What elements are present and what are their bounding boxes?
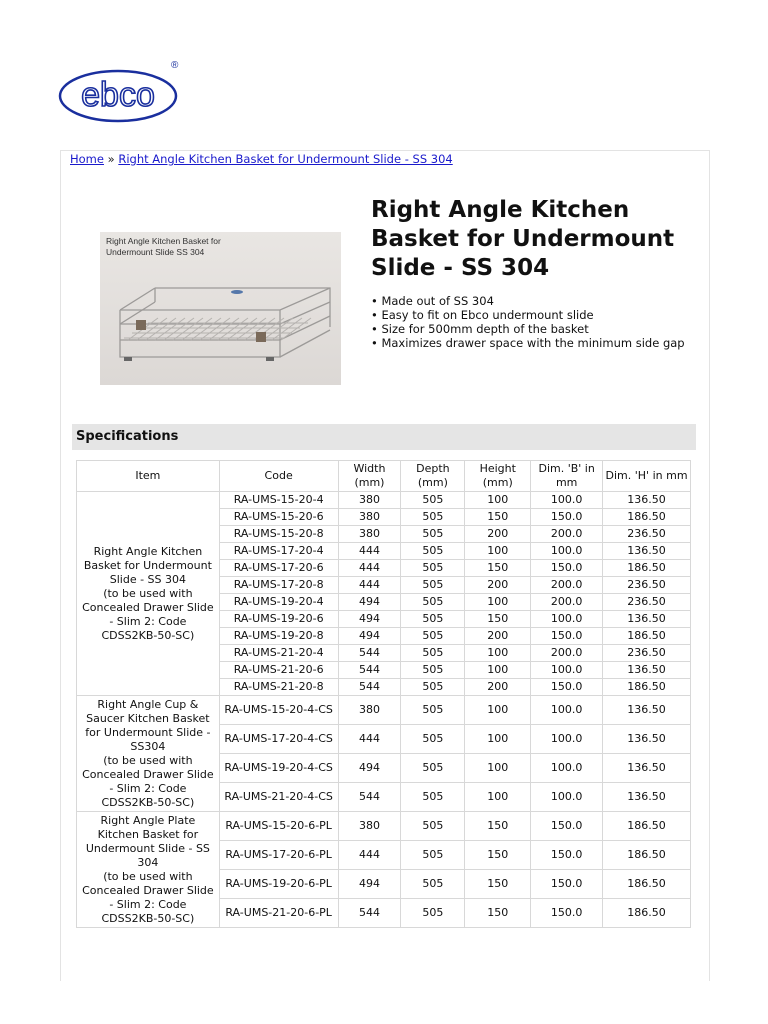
column-header: Item bbox=[77, 461, 220, 492]
item-description-cell: Right Angle Cup & Saucer Kitchen Basket for Undermount Slide - SS304 (to be used with Concealed Drawer Slide - Slim 2: Code CDSS2KB-50-SC) bbox=[77, 696, 220, 812]
table-cell: 444 bbox=[338, 841, 401, 870]
specifications-heading: Specifications bbox=[72, 424, 696, 450]
table-cell: RA-UMS-17-20-6 bbox=[219, 560, 338, 577]
table-cell: 100 bbox=[465, 594, 531, 611]
table-cell: 200.0 bbox=[531, 594, 603, 611]
table-cell: 505 bbox=[401, 526, 465, 543]
table-cell: 505 bbox=[401, 812, 465, 841]
breadcrumb bbox=[70, 152, 453, 166]
registered-mark: ® bbox=[171, 60, 179, 71]
table-cell: 136.50 bbox=[603, 543, 691, 560]
table-cell: 505 bbox=[401, 594, 465, 611]
table-cell: 505 bbox=[401, 679, 465, 696]
table-cell: 236.50 bbox=[603, 526, 691, 543]
feature-item: • Made out of SS 304 bbox=[371, 294, 685, 308]
table-cell: 136.50 bbox=[603, 696, 691, 725]
feature-item: • Maximizes drawer space with the minimum side gap bbox=[371, 336, 685, 350]
table-cell: 150 bbox=[465, 509, 531, 526]
table-cell: 505 bbox=[401, 754, 465, 783]
table-cell: 136.50 bbox=[603, 725, 691, 754]
table-cell: 150.0 bbox=[531, 841, 603, 870]
table-cell: 150.0 bbox=[531, 679, 603, 696]
table-cell: 136.50 bbox=[603, 783, 691, 812]
specifications-table bbox=[76, 460, 691, 928]
table-cell: RA-UMS-15-20-6 bbox=[219, 509, 338, 526]
table-cell: RA-UMS-19-20-4 bbox=[219, 594, 338, 611]
table-cell: RA-UMS-17-20-4 bbox=[219, 543, 338, 560]
table-cell: 150 bbox=[465, 899, 531, 928]
table-cell: 505 bbox=[401, 783, 465, 812]
item-description-cell: Right Angle Kitchen Basket for Undermount Slide - SS 304 (to be used with Concealed Drawer Slide - Slim 2: Code CDSS2KB-50-SC) bbox=[77, 492, 220, 696]
table-row bbox=[77, 812, 691, 841]
table-cell: 150.0 bbox=[531, 899, 603, 928]
table-cell: 136.50 bbox=[603, 611, 691, 628]
table-cell: 100 bbox=[465, 492, 531, 509]
breadcrumb-current-link[interactable]: Right Angle Kitchen Basket for Undermount Slide - SS 304 bbox=[118, 152, 453, 166]
table-cell: 150 bbox=[465, 812, 531, 841]
table-cell: 100.0 bbox=[531, 696, 603, 725]
table-header-row bbox=[77, 461, 691, 492]
table-cell: 505 bbox=[401, 560, 465, 577]
table-cell: 200 bbox=[465, 577, 531, 594]
table-cell: 444 bbox=[338, 543, 401, 560]
table-cell: RA-UMS-19-20-6-PL bbox=[219, 870, 338, 899]
table-cell: 380 bbox=[338, 696, 401, 725]
feature-item: • Size for 500mm depth of the basket bbox=[371, 322, 685, 336]
table-cell: 505 bbox=[401, 899, 465, 928]
table-cell: 150.0 bbox=[531, 509, 603, 526]
table-cell: 200 bbox=[465, 679, 531, 696]
table-cell: 100 bbox=[465, 725, 531, 754]
table-cell: 100.0 bbox=[531, 754, 603, 783]
table-cell: 100.0 bbox=[531, 783, 603, 812]
table-cell: 150.0 bbox=[531, 870, 603, 899]
table-cell: 505 bbox=[401, 543, 465, 560]
table-cell: 380 bbox=[338, 526, 401, 543]
table-cell: RA-UMS-17-20-6-PL bbox=[219, 841, 338, 870]
table-cell: 505 bbox=[401, 662, 465, 679]
column-header: Code bbox=[219, 461, 338, 492]
table-cell: RA-UMS-17-20-8 bbox=[219, 577, 338, 594]
table-row bbox=[77, 492, 691, 509]
table-cell: RA-UMS-15-20-6-PL bbox=[219, 812, 338, 841]
basket-illustration bbox=[100, 232, 341, 385]
table-cell: 200.0 bbox=[531, 645, 603, 662]
table-cell: 505 bbox=[401, 725, 465, 754]
table-cell: 544 bbox=[338, 679, 401, 696]
table-cell: 505 bbox=[401, 696, 465, 725]
table-cell: 150.0 bbox=[531, 812, 603, 841]
feature-item: • Easy to fit on Ebco undermount slide bbox=[371, 308, 685, 322]
table-cell: 150.0 bbox=[531, 628, 603, 645]
table-cell: 505 bbox=[401, 509, 465, 526]
table-cell: 505 bbox=[401, 577, 465, 594]
table-cell: 136.50 bbox=[603, 662, 691, 679]
table-cell: 444 bbox=[338, 577, 401, 594]
table-cell: 100.0 bbox=[531, 492, 603, 509]
table-cell: 380 bbox=[338, 492, 401, 509]
item-description-cell: Right Angle Plate Kitchen Basket for Undermount Slide - SS 304 (to be used with Concealed Drawer Slide - Slim 2: Code CDSS2KB-50-SC) bbox=[77, 812, 220, 928]
product-image-caption: Right Angle Kitchen Basket for Undermount Slide SS 304 bbox=[106, 236, 221, 257]
table-cell: 186.50 bbox=[603, 870, 691, 899]
table-cell: 505 bbox=[401, 841, 465, 870]
table-cell: 380 bbox=[338, 812, 401, 841]
table-cell: 150 bbox=[465, 560, 531, 577]
table-cell: RA-UMS-19-20-8 bbox=[219, 628, 338, 645]
table-cell: 100 bbox=[465, 754, 531, 783]
table-cell: 494 bbox=[338, 870, 401, 899]
product-title: Right Angle Kitchen Basket for Undermount Slide - SS 304 bbox=[371, 197, 675, 281]
table-cell: RA-UMS-15-20-4-CS bbox=[219, 696, 338, 725]
table-cell: 100 bbox=[465, 662, 531, 679]
table-cell: 186.50 bbox=[603, 841, 691, 870]
table-cell: 544 bbox=[338, 645, 401, 662]
table-row bbox=[77, 696, 691, 725]
table-cell: 150.0 bbox=[531, 560, 603, 577]
table-cell: 136.50 bbox=[603, 754, 691, 783]
ebco-logo[interactable] bbox=[58, 56, 183, 126]
product-image bbox=[100, 232, 341, 385]
column-header: Height (mm) bbox=[465, 461, 531, 492]
table-cell: RA-UMS-19-20-4-CS bbox=[219, 754, 338, 783]
table-cell: 200.0 bbox=[531, 577, 603, 594]
table-cell: RA-UMS-17-20-4-CS bbox=[219, 725, 338, 754]
table-cell: 100 bbox=[465, 543, 531, 560]
table-cell: RA-UMS-15-20-4 bbox=[219, 492, 338, 509]
table-cell: 236.50 bbox=[603, 645, 691, 662]
column-header: Dim. 'B' in mm bbox=[531, 461, 603, 492]
table-cell: 494 bbox=[338, 611, 401, 628]
table-cell: 444 bbox=[338, 560, 401, 577]
table-cell: 100.0 bbox=[531, 611, 603, 628]
table-cell: RA-UMS-21-20-4-CS bbox=[219, 783, 338, 812]
column-header: Depth (mm) bbox=[401, 461, 465, 492]
table-cell: 505 bbox=[401, 645, 465, 662]
table-cell: 505 bbox=[401, 611, 465, 628]
table-cell: 494 bbox=[338, 754, 401, 783]
table-cell: 100.0 bbox=[531, 662, 603, 679]
table-cell: 150 bbox=[465, 870, 531, 899]
table-cell: RA-UMS-19-20-6 bbox=[219, 611, 338, 628]
table-cell: 186.50 bbox=[603, 679, 691, 696]
table-cell: 100.0 bbox=[531, 543, 603, 560]
table-cell: 100 bbox=[465, 696, 531, 725]
table-cell: 186.50 bbox=[603, 899, 691, 928]
table-cell: RA-UMS-21-20-8 bbox=[219, 679, 338, 696]
column-header: Width (mm) bbox=[338, 461, 401, 492]
table-cell: 136.50 bbox=[603, 492, 691, 509]
table-cell: RA-UMS-21-20-4 bbox=[219, 645, 338, 662]
table-cell: 380 bbox=[338, 509, 401, 526]
table-cell: 505 bbox=[401, 628, 465, 645]
table-cell: 505 bbox=[401, 492, 465, 509]
table-cell: 236.50 bbox=[603, 577, 691, 594]
table-cell: 494 bbox=[338, 628, 401, 645]
table-cell: 150 bbox=[465, 841, 531, 870]
table-cell: 100 bbox=[465, 783, 531, 812]
table-cell: 544 bbox=[338, 662, 401, 679]
table-cell: 236.50 bbox=[603, 594, 691, 611]
table-cell: 100.0 bbox=[531, 725, 603, 754]
table-cell: 186.50 bbox=[603, 812, 691, 841]
table-cell: 544 bbox=[338, 899, 401, 928]
table-cell: 186.50 bbox=[603, 560, 691, 577]
table-cell: 200.0 bbox=[531, 526, 603, 543]
table-cell: 100 bbox=[465, 645, 531, 662]
table-cell: 150 bbox=[465, 611, 531, 628]
table-cell: 200 bbox=[465, 526, 531, 543]
column-header: Dim. 'H' in mm bbox=[603, 461, 691, 492]
table-cell: RA-UMS-21-20-6-PL bbox=[219, 899, 338, 928]
table-cell: RA-UMS-21-20-6 bbox=[219, 662, 338, 679]
table-cell: 186.50 bbox=[603, 509, 691, 526]
table-cell: 505 bbox=[401, 870, 465, 899]
table-cell: 444 bbox=[338, 725, 401, 754]
table-cell: RA-UMS-15-20-8 bbox=[219, 526, 338, 543]
table-cell: 494 bbox=[338, 594, 401, 611]
table-cell: 200 bbox=[465, 628, 531, 645]
breadcrumb-separator: » bbox=[107, 152, 115, 166]
logo-text: ebco bbox=[81, 76, 155, 114]
table-cell: 186.50 bbox=[603, 628, 691, 645]
table-cell: 544 bbox=[338, 783, 401, 812]
feature-list bbox=[371, 294, 685, 350]
breadcrumb-home-link[interactable]: Home bbox=[70, 152, 104, 166]
